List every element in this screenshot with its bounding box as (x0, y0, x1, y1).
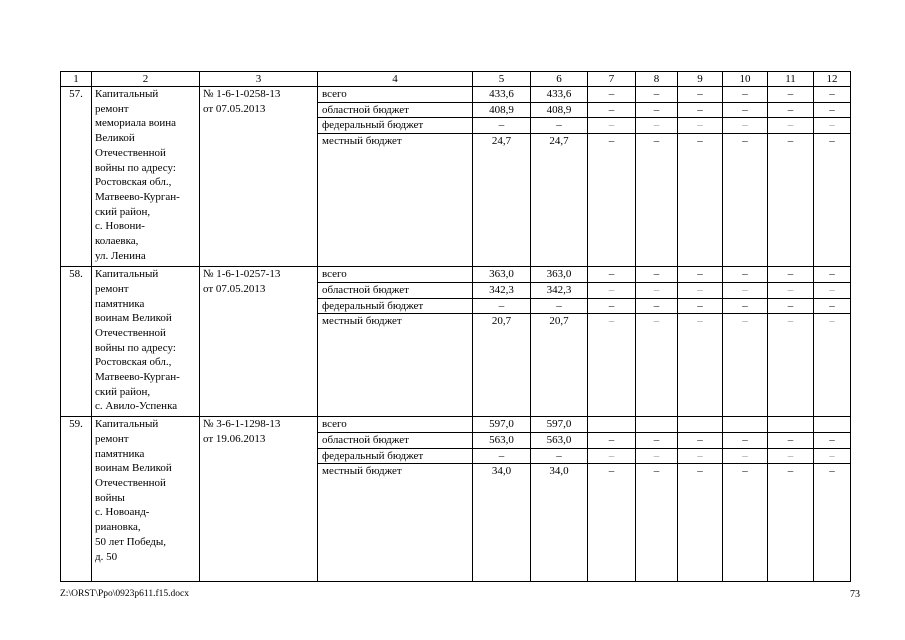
value-col-5: 24,7 (473, 134, 531, 267)
budget-type: местный бюджет (318, 314, 473, 417)
value-col-9: – (678, 87, 723, 103)
budget-table (60, 71, 851, 582)
row-number: 59. (61, 417, 92, 582)
value-col-8: – (636, 282, 678, 298)
value-col-6: 433,6 (531, 87, 588, 103)
value-col-11: – (768, 448, 814, 464)
value-col-10: – (723, 464, 768, 582)
value-col-7: – (588, 87, 636, 103)
object-name: Капитальный ремонт мемориала воина Великой Отечественной войны по адресу: Ростовская обл., Матвеево-Курган- ский район, с. Новони- колаевка, ул. Ленина (92, 87, 200, 267)
document-number: № 1-6-1-0258-13 от 07.05.2013 (200, 87, 318, 267)
value-col-7: – (588, 448, 636, 464)
value-col-12: – (814, 134, 851, 267)
table-row (61, 87, 851, 103)
value-col-10: – (723, 432, 768, 448)
column-header: 8 (636, 72, 678, 87)
value-col-5: 363,0 (473, 267, 531, 283)
value-col-9: – (678, 102, 723, 118)
value-col-9: – (678, 448, 723, 464)
value-col-6: 408,9 (531, 102, 588, 118)
value-col-11: – (768, 118, 814, 134)
row-number: 58. (61, 267, 92, 417)
table-body (61, 72, 851, 582)
value-col-8: – (636, 87, 678, 103)
value-col-9: – (678, 267, 723, 283)
value-col-6: – (531, 118, 588, 134)
value-col-9: – (678, 298, 723, 314)
value-col-10: – (723, 282, 768, 298)
value-col-5: 597,0 (473, 417, 531, 433)
value-col-9: – (678, 314, 723, 417)
value-col-10: – (723, 134, 768, 267)
budget-type: местный бюджет (318, 464, 473, 582)
page-number: 73 (850, 589, 860, 600)
value-col-12 (814, 417, 851, 433)
value-col-6: 597,0 (531, 417, 588, 433)
value-col-8: – (636, 102, 678, 118)
column-header: 10 (723, 72, 768, 87)
column-header: 1 (61, 72, 92, 87)
value-col-10: – (723, 298, 768, 314)
value-col-10 (723, 417, 768, 433)
value-col-11: – (768, 464, 814, 582)
budget-type: федеральный бюджет (318, 298, 473, 314)
value-col-11: – (768, 298, 814, 314)
value-col-11: – (768, 102, 814, 118)
value-col-5: – (473, 448, 531, 464)
value-col-12: – (814, 118, 851, 134)
value-col-10: – (723, 102, 768, 118)
value-col-7: – (588, 282, 636, 298)
value-col-9: – (678, 282, 723, 298)
budget-type: местный бюджет (318, 134, 473, 267)
value-col-6: 24,7 (531, 134, 588, 267)
document-number: № 3-6-1-1298-13 от 19.06.2013 (200, 417, 318, 582)
value-col-10: – (723, 87, 768, 103)
value-col-6: 363,0 (531, 267, 588, 283)
value-col-7: – (588, 314, 636, 417)
value-col-11: – (768, 134, 814, 267)
value-col-11: – (768, 87, 814, 103)
budget-type: федеральный бюджет (318, 118, 473, 134)
value-col-8: – (636, 134, 678, 267)
value-col-12: – (814, 314, 851, 417)
table-header-row (61, 72, 851, 87)
value-col-10: – (723, 118, 768, 134)
value-col-8: – (636, 314, 678, 417)
value-col-9: – (678, 118, 723, 134)
budget-type: областной бюджет (318, 432, 473, 448)
value-col-7: – (588, 432, 636, 448)
column-header: 11 (768, 72, 814, 87)
value-col-8: – (636, 267, 678, 283)
value-col-12: – (814, 267, 851, 283)
budget-type: всего (318, 87, 473, 103)
value-col-6: – (531, 448, 588, 464)
value-col-5: – (473, 118, 531, 134)
value-col-10: – (723, 448, 768, 464)
value-col-8: – (636, 464, 678, 582)
column-header: 12 (814, 72, 851, 87)
column-header: 6 (531, 72, 588, 87)
object-name: Капитальный ремонт памятника воинам Великой Отечественной войны с. Новоанд- риановка, 50 лет Победы, д. 50 (92, 417, 200, 582)
value-col-11: – (768, 282, 814, 298)
object-name: Капитальный ремонт памятника воинам Великой Отечественной войны по адресу: Ростовская обл., Матвеево-Курган- ский район, с. Авило-Успенка (92, 267, 200, 417)
value-col-11: – (768, 314, 814, 417)
value-col-8: – (636, 118, 678, 134)
value-col-7: – (588, 102, 636, 118)
value-col-12: – (814, 87, 851, 103)
budget-type: всего (318, 267, 473, 283)
value-col-11: – (768, 267, 814, 283)
value-col-5: 433,6 (473, 87, 531, 103)
value-col-8: – (636, 432, 678, 448)
column-header: 2 (92, 72, 200, 87)
value-col-5: 342,3 (473, 282, 531, 298)
footer-file-path: Z:\ORST\Ppo\0923p611.f15.docx (60, 589, 189, 599)
column-header: 4 (318, 72, 473, 87)
budget-type: областной бюджет (318, 102, 473, 118)
value-col-10: – (723, 267, 768, 283)
value-col-7: – (588, 464, 636, 582)
column-header: 7 (588, 72, 636, 87)
value-col-11 (768, 417, 814, 433)
column-header: 9 (678, 72, 723, 87)
column-header: 5 (473, 72, 531, 87)
value-col-5: 34,0 (473, 464, 531, 582)
budget-type: областной бюджет (318, 282, 473, 298)
value-col-8: – (636, 298, 678, 314)
value-col-6: 34,0 (531, 464, 588, 582)
value-col-9: – (678, 432, 723, 448)
table-row (61, 417, 851, 433)
value-col-8 (636, 417, 678, 433)
value-col-12: – (814, 298, 851, 314)
value-col-6: – (531, 298, 588, 314)
value-col-9 (678, 417, 723, 433)
value-col-11: – (768, 432, 814, 448)
document-number: № 1-6-1-0257-13 от 07.05.2013 (200, 267, 318, 417)
value-col-5: – (473, 298, 531, 314)
value-col-7: – (588, 134, 636, 267)
value-col-7: – (588, 267, 636, 283)
row-number: 57. (61, 87, 92, 267)
value-col-7 (588, 417, 636, 433)
value-col-7: – (588, 118, 636, 134)
value-col-5: 408,9 (473, 102, 531, 118)
value-col-12: – (814, 464, 851, 582)
value-col-5: 563,0 (473, 432, 531, 448)
budget-type: всего (318, 417, 473, 433)
value-col-9: – (678, 464, 723, 582)
value-col-6: 563,0 (531, 432, 588, 448)
column-header: 3 (200, 72, 318, 87)
value-col-5: 20,7 (473, 314, 531, 417)
value-col-9: – (678, 134, 723, 267)
value-col-7: – (588, 298, 636, 314)
value-col-12: – (814, 282, 851, 298)
value-col-10: – (723, 314, 768, 417)
value-col-8: – (636, 448, 678, 464)
table-row (61, 267, 851, 283)
value-col-12: – (814, 448, 851, 464)
value-col-12: – (814, 432, 851, 448)
value-col-6: 20,7 (531, 314, 588, 417)
value-col-12: – (814, 102, 851, 118)
value-col-6: 342,3 (531, 282, 588, 298)
budget-type: федеральный бюджет (318, 448, 473, 464)
